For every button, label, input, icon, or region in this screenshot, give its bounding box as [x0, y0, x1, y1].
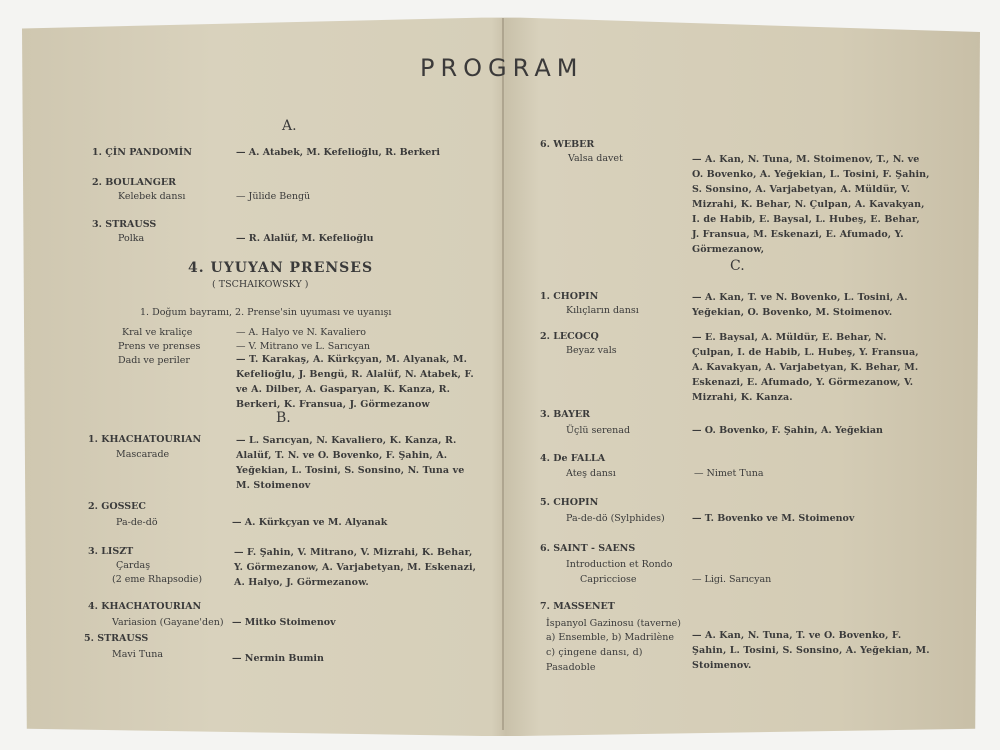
item-subtitle: Beyaz vals — [566, 345, 617, 356]
section-a-heading: A. — [282, 118, 297, 134]
item-subtitle: Pa-de-dö (Sylphides) — [566, 513, 665, 524]
item-performers: — E. Baysal, A. Müldür, E. Behar, N. Çulpan, I. de Habib, L. Hubeş, Y. Fransua, A. Kavakyan, A. Varjabetyan, K. Behar, M. Eskenazi, E. Afumado, Y. Görmezanow, V. Mizrahi, K. Kanza. — [692, 332, 919, 403]
item-performers: — O. Bovenko, F. Şahin, A. Yeğekian — [692, 425, 883, 436]
item-subtitle: Pa-de-dö — [116, 517, 158, 528]
item-title: 1. KHACHATOURIAN — [88, 434, 202, 445]
item-performers: — Mitko Stoimenov — [232, 617, 336, 628]
item-subtitle: Üçlü serenad — [566, 425, 631, 436]
item-title: 6. WEBER — [540, 139, 595, 150]
item-title: 6. SAINT - SAENS — [540, 543, 636, 554]
item-performers: — A. Kan, N. Tuna, T. ve O. Bovenko, F. Şahin, L. Tosini, S. Sonsino, A. Yeğekian, M. Stoimenov. — [692, 630, 930, 671]
role-label: Kral ve kraliçe — [122, 327, 193, 338]
item-subtitle-2: Capricciose — [580, 574, 637, 585]
role-performers: — T. Karakaş, A. Kürkçyan, M. Alyanak, M. Kefelioğlu, J. Bengü, R. Alalüf, N. Atabek, F. ve A. Dilber, A. Gasparyan, K. Kanza, R. Berkeri, K. Fransua, J. Görmezanow — [236, 354, 474, 410]
item-performers: — A. Kan, T. ve N. Bovenko, L. Tosini, A. Yeğekian, O. Bovenko, M. Stoimenov. — [692, 292, 908, 318]
item-performers: — A. Kan, N. Tuna, M. Stoimenov, T., N. ve O. Bovenko, A. Yeğekian, L. Tosini, F. Şahin, S. Sonsino, A. Varjabetyan, A. Müldür, V. Mizrahi, K. Behar, N. Çulpan, A. Kavakyan, I. de Habib, E. Baysal, L. Hubeş, E. Behar, J. Fransua, M. Eskenazi, E. Afumado, Y. Görmezanow, — [692, 154, 930, 255]
item-subtitle: Kılıçların dansı — [566, 305, 639, 316]
item-performers: — A. Atabek, M. Kefelioğlu, R. Berkeri — [236, 147, 440, 158]
item-title: 1. CHOPIN — [540, 291, 599, 302]
item-title: 5. CHOPIN — [540, 497, 599, 508]
item-performers: — F. Şahin, V. Mitrano, V. Mizrahi, K. Behar, Y. Görmezanow, A. Varjabetyan, M. Eskenazi, A. Halyo, J. Görmezanow. — [234, 547, 477, 588]
item-subtitle: Valsa davet — [568, 153, 623, 164]
item-performers: — R. Alalüf, M. Kefelioğlu — [236, 233, 374, 244]
sleeping-beauty-title: 4. UYUYAN PRENSES — [188, 260, 374, 276]
item-subtitle: Çardaş — [116, 560, 151, 571]
item-title: 3. STRAUSS — [92, 219, 157, 230]
item-subtitle: Mavi Tuna — [112, 649, 164, 660]
item-performers: — Jülide Bengü — [236, 191, 311, 202]
item-title: 4. De FALLA — [540, 453, 606, 464]
item-performers: — T. Bovenko ve M. Stoimenov — [692, 513, 855, 524]
item-performers: — A. Kürkçyan ve M. Alyanak — [232, 517, 388, 528]
item-title: 2. GOSSEC — [88, 501, 146, 512]
section-c-heading: C. — [730, 258, 745, 274]
item-title: 2. BOULANGER — [92, 177, 176, 188]
item-subtitle: Ateş dansı — [566, 468, 616, 479]
item-title: 1. ÇİN PANDOMİN — [92, 147, 192, 158]
sleeping-beauty-subtitle: 1. Doğum bayramı, 2. Prense'sin uyuması ve uyanışı — [140, 307, 392, 318]
item-performers: — Ligi. Sarıcyan — [692, 574, 772, 585]
item-performers: — L. Sarıcyan, N. Kavaliero, K. Kanza, R. Alalüf, T. N. ve O. Bovenko, F. Şahin, A. Yeğekian, L. Tosini, S. Sonsino, N. Tuna ve M. Stoimenov — [236, 435, 465, 491]
item-title: 2. LECOCQ — [540, 331, 599, 342]
item-subtitle: Kelebek dansı — [118, 191, 186, 202]
role-label: Prens ve prenses — [118, 341, 201, 352]
item-subtitle-3: c) çingene dansı, d) Pasadoble — [546, 647, 643, 673]
item-subtitle: İspanyol Gazinosu (taverne) — [546, 618, 681, 629]
item-subtitle: Introduction et Rondo — [566, 559, 673, 570]
item-title: 7. MASSENET — [540, 601, 615, 612]
item-title: 3. LISZT — [88, 546, 134, 557]
item-subtitle: Variasion (Gayane'den) — [112, 617, 224, 628]
item-title: 5. STRAUSS — [84, 633, 149, 644]
item-performers: — Nimet Tuna — [694, 468, 764, 479]
item-subtitle-2: a) Ensemble, b) Madrilène — [546, 632, 674, 643]
section-b-heading: B. — [276, 410, 291, 426]
item-title: 4. KHACHATOURIAN — [88, 601, 202, 612]
program-title: PROGRAM — [420, 54, 584, 82]
page-fold — [502, 18, 504, 730]
role-label: Dadı ve periler — [118, 355, 190, 366]
item-performers: — Nermin Bumin — [232, 653, 324, 664]
item-title: 3. BAYER — [540, 409, 591, 420]
item-subtitle: Polka — [118, 233, 145, 244]
role-performers: — A. Halyo ve N. Kavaliero — [236, 327, 367, 338]
role-performers: — V. Mitrano ve L. Sarıcyan — [236, 341, 370, 352]
item-subtitle-2: (2 eme Rhapsodie) — [112, 574, 203, 585]
item-subtitle: Mascarade — [116, 449, 170, 460]
sleeping-beauty-composer: ( TSCHAIKOWSKY ) — [212, 279, 309, 290]
